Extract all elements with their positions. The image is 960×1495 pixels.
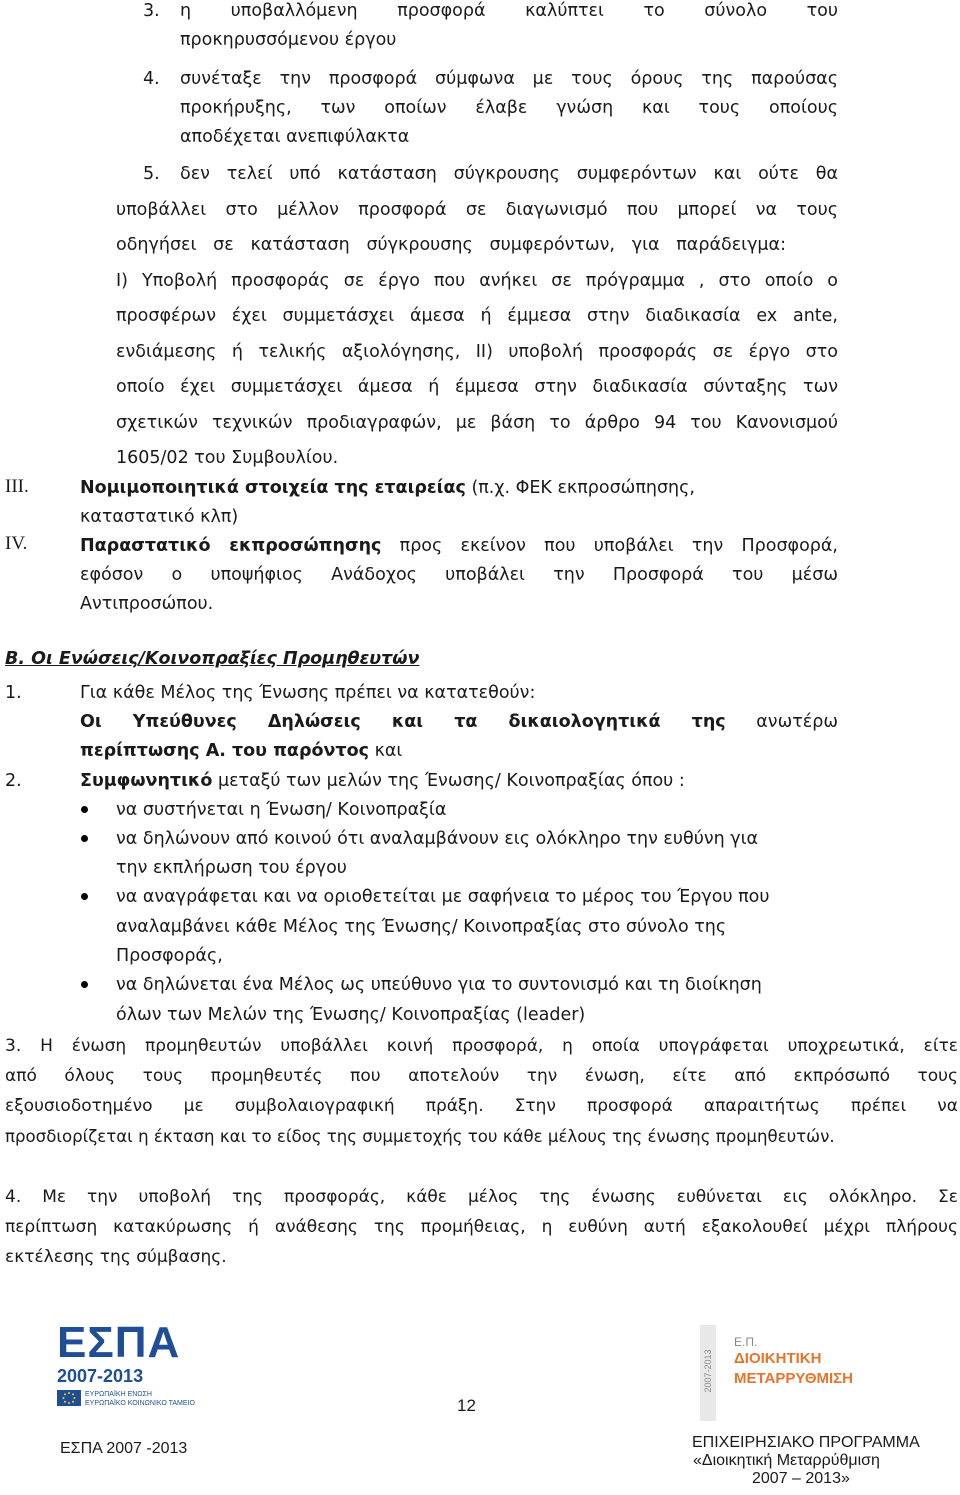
list-item-text: σχετικών τεχνικών προδιαγραφών, με βάση το άρθρο 94 του Κανονισμού bbox=[116, 413, 838, 433]
roman-item-text bbox=[80, 535, 838, 557]
footer-left-label: ΕΣΠΑ 2007 -2013 bbox=[60, 1440, 188, 1457]
roman-item-rest: (π.χ. ΦΕΚ εκπροσώπησης, bbox=[465, 478, 695, 498]
bold-text: Οι Υπεύθυνες Δηλώσεις και τα δικαιολογητικά της bbox=[80, 712, 726, 732]
list-item-text bbox=[80, 740, 402, 762]
list-item-text: δεν τελεί υπό κατάσταση σύγκρουσης συμφερόντων και ούτε θα bbox=[180, 164, 838, 184]
bullet-dot bbox=[81, 981, 88, 988]
paragraph-line: από όλους τους προμηθευτές που αποτελούν την ένωση, είτε από εκπρόσωπό τους bbox=[5, 1066, 958, 1086]
bold-text: Συμφωνητικό bbox=[80, 771, 213, 791]
list-item-text bbox=[80, 711, 838, 733]
espa-logo-title: ΕΣΠΑ bbox=[57, 1318, 181, 1367]
paragraph-line: περίπτωση κατακύρωσης ή ανάθεσης της προμήθειας, η ευθύνη αυτή εξακολουθεί μέχρι πλήρους bbox=[5, 1217, 958, 1237]
list-item-text: I) Υποβολή προσφοράς σε έργο που ανήκει σε πρόγραμμα , στο οποίο ο bbox=[116, 271, 838, 291]
plain-text: μεταξύ των μελών της Ένωσης/ Κοινοπραξίας όπου : bbox=[212, 771, 685, 791]
espa-logo-years: 2007-2013 bbox=[57, 1366, 144, 1386]
roman-item-text: Αντιπροσώπου. bbox=[80, 594, 214, 614]
footer-right-line: 2007 – 2013» bbox=[752, 1470, 850, 1487]
list-item-text: ενδιάμεσης ή τελικής αξιολόγησης, II) υποβολή προσφοράς σε έργο στο bbox=[116, 342, 838, 362]
page-number: 12 bbox=[457, 1396, 476, 1415]
roman-item-bold: Νομιμοποιητικά στοιχεία της εταιρείας bbox=[80, 478, 466, 498]
list-number: 3. bbox=[143, 1, 160, 21]
bullet-item: να αναγράφεται και να οριοθετείται με σαφήνεια το μέρος του Έργου που bbox=[116, 887, 770, 907]
list-item-text: οποίο έχει συμμετάσχει άμεσα ή έμμεσα στην διαδικασία σύνταξης των bbox=[116, 377, 838, 397]
list-item-text bbox=[80, 770, 685, 792]
list-number: 4. bbox=[143, 69, 160, 89]
espa-logo-tagline: ΕΥΡΩΠΑΪΚΟ ΚΟΙΝΩΝΙΚΟ ΤΑΜΕΙΟ bbox=[85, 1400, 195, 1407]
bullet-item: να συστήνεται η Ένωση/ Κοινοπραξία bbox=[116, 800, 447, 820]
roman-item-text: καταστατικό κλπ) bbox=[80, 507, 239, 527]
ep-logo bbox=[700, 1325, 870, 1421]
bullet-dot bbox=[81, 835, 88, 842]
roman-item-text bbox=[80, 477, 695, 499]
list-item-text: οδηγήσει σε κατάσταση σύγκρουσης συμφερόντων, για παράδειγμα: bbox=[116, 235, 786, 255]
list-item-text: προκήρυξης, των οποίων έλαβε γνώση και τους οποίους bbox=[180, 98, 838, 118]
ep-logo-line1: ΔΙΟΙΚΗΤΙΚΗ bbox=[734, 1350, 822, 1367]
bold-text: περίπτωσης Α. του παρόντος bbox=[80, 741, 369, 761]
bullet-item: Προσφοράς, bbox=[116, 946, 223, 966]
list-item-text: αποδέχεται ανεπιφύλακτα bbox=[180, 127, 410, 147]
bullet-dot bbox=[81, 893, 88, 900]
roman-item-bold: Παραστατικό εκπροσώπησης bbox=[80, 536, 382, 556]
espa-logo-subtitle: ΕΥΡΩΠΑΪΚΗ ΕΝΩΣΗ bbox=[85, 1391, 152, 1398]
paragraph-line: 4. Με την υποβολή της προσφοράς, κάθε μέλος της ένωσης ευθύνεται εις ολόκληρο. Σε bbox=[5, 1187, 958, 1207]
eu-flag-icon bbox=[57, 1390, 81, 1406]
roman-item-rest: προς εκείνον που υποβάλει την Προσφορά, bbox=[381, 536, 838, 556]
plain-text: και bbox=[369, 741, 403, 761]
ep-logo-prefix: Ε.Π. bbox=[734, 1335, 758, 1349]
bullet-dot bbox=[81, 806, 88, 813]
bullet-item: όλων των Μελών της Ένωσης/ Κοινοπραξίας (leader) bbox=[116, 1005, 586, 1025]
list-item-text: 1605/02 του Συμβουλίου. bbox=[116, 448, 339, 468]
section-heading: Β. Οι Ενώσεις/Κοινοπραξίες Προμηθευτών bbox=[5, 649, 420, 669]
paragraph-line: εξουσιοδοτημένο με συμβολαιογραφική πράξη. Στην προσφορά απαραιτήτως πρέπει να bbox=[5, 1096, 958, 1116]
bullet-item: να δηλώνεται ένα Μέλος ως υπεύθυνο για το συντονισμό και τη διοίκηση bbox=[116, 975, 762, 995]
bullet-item: να δηλώνουν από κοινού ότι αναλαμβάνουν εις ολόκληρο την ευθύνη για bbox=[116, 829, 759, 849]
ep-logo-side-text: 2007-2013 bbox=[703, 1349, 713, 1393]
plain-text: ανωτέρω bbox=[725, 712, 838, 732]
paragraph-line: 3. Η ένωση προμηθευτών υποβάλλει κοινή προσφορά, η οποία υπογράφεται υποχρεωτικά, είτε bbox=[5, 1036, 958, 1056]
list-item-text: προκηρυσσόμενου έργου bbox=[180, 30, 397, 50]
roman-number: III. bbox=[5, 476, 29, 497]
list-number: 5. bbox=[143, 164, 160, 184]
roman-item-text: εφόσον ο υποψήφιος Ανάδοχος υποβάλει την Προσφορά του μέσω bbox=[80, 565, 838, 585]
paragraph-line: προσδιορίζεται η έκταση και το είδος της συμμετοχής του κάθε μέλους της ένωσης προμηθευτών. bbox=[5, 1127, 835, 1146]
list-item-text: υποβάλλει στο μέλλον προσφορά σε διαγωνισμό που μπορεί να τους bbox=[116, 200, 838, 220]
bullet-item: αναλαμβάνει κάθε Μέλος της Ένωσης/ Κοινοπραξίας στο σύνολο της bbox=[116, 917, 727, 937]
list-number: 1. bbox=[5, 683, 22, 703]
footer-right-line: «Διοικητική Μεταρρύθμιση bbox=[693, 1452, 880, 1469]
paragraph-line: εκτέλεσης της σύμβασης. bbox=[5, 1247, 227, 1267]
bullet-item: την εκπλήρωση του έργου bbox=[116, 858, 347, 878]
ep-logo-line2: ΜΕΤΑΡΡΥΘΜΙΣΗ bbox=[734, 1370, 853, 1387]
list-number: 2. bbox=[5, 771, 22, 791]
espa-logo bbox=[57, 1320, 217, 1420]
list-item-text: η υποβαλλόμενη προσφορά καλύπτει το σύνολο του bbox=[180, 1, 838, 21]
list-item-text: προσφέρων έχει συμμετάσχει άμεσα ή έμμεσα στην διαδικασία ex ante, bbox=[116, 306, 838, 326]
footer-right-line: ΕΠΙΧΕΙΡΗΣΙΑΚΟ ΠΡΟΓΡΑΜΜΑ bbox=[692, 1434, 920, 1451]
list-item-text: Για κάθε Μέλος της Ένωσης πρέπει να κατατεθούν: bbox=[80, 683, 536, 703]
roman-number: IV. bbox=[5, 533, 28, 554]
list-item-text: συνέταξε την προσφορά σύμφωνα με τους όρους της παρούσας bbox=[180, 69, 838, 89]
